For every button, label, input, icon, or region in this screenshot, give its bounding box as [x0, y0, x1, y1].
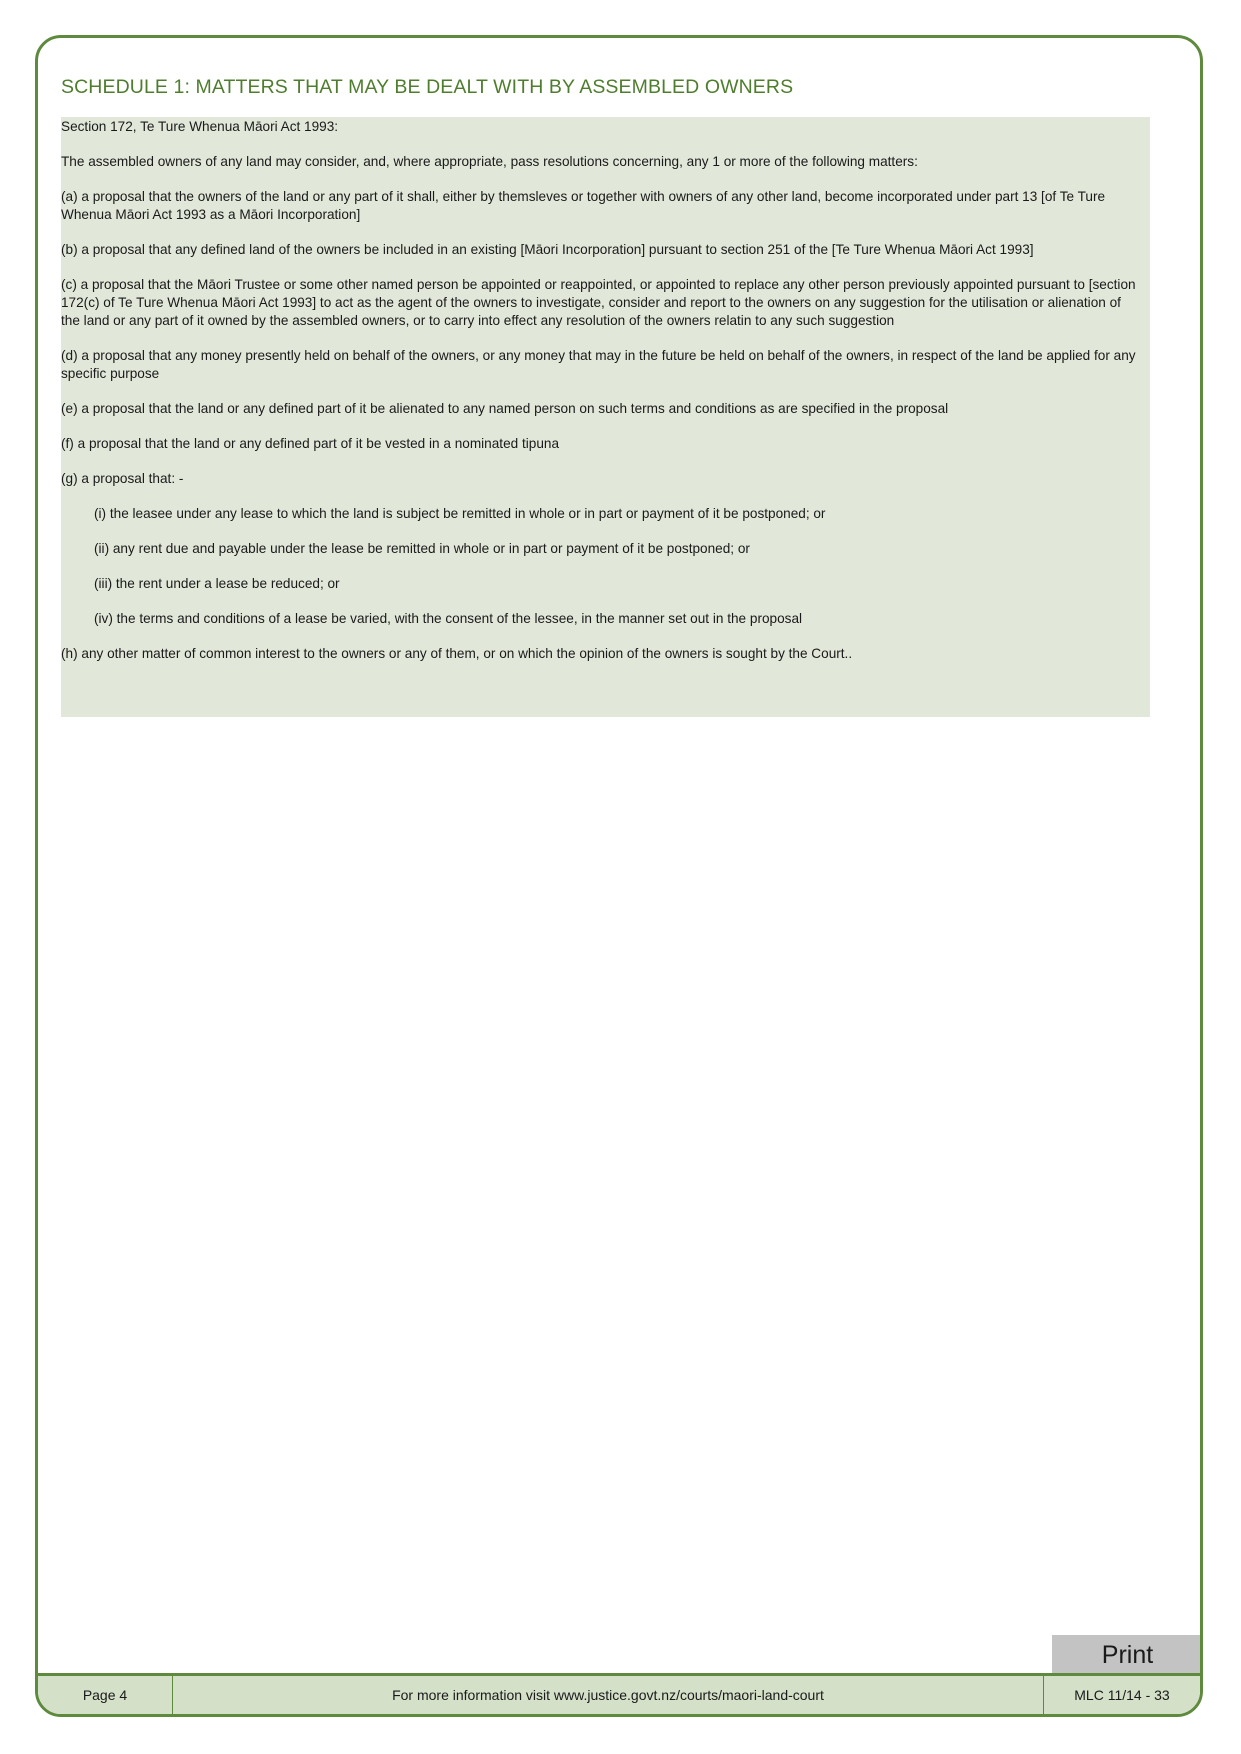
- item-b: (b) a proposal that any defined land of the owners be included in an existing [Māori Incorporation] pursuant to section 251 of the [Te Ture Whenua Māori Act 1993]: [61, 242, 1034, 257]
- footer-info-text: For more information visit www.justice.govt.nz/courts/maori-land-court: [173, 1676, 1044, 1714]
- intro-paragraph: The assembled owners of any land may consider, and, where appropriate, pass resolutions concerning, any 1 or more of the following matters:: [61, 154, 918, 169]
- page-frame: [35, 35, 1203, 1717]
- item-f: (f) a proposal that the land or any defined part of it be vested in a nominated tipuna: [61, 436, 560, 451]
- item-e: (e) a proposal that the land or any defined part of it be alienated to any named person on such terms and conditions as are specified in the proposal: [61, 401, 949, 416]
- schedule-content: [61, 117, 1150, 717]
- item-g-ii: (ii) any rent due and payable under the lease be remitted in whole or in part or payment of it be postponed; or: [94, 541, 750, 556]
- section-reference: Section 172, Te Ture Whenua Māori Act 1993:: [61, 119, 339, 134]
- page-title: SCHEDULE 1: MATTERS THAT MAY BE DEALT WITH BY ASSEMBLED OWNERS: [61, 76, 794, 98]
- item-a: (a) a proposal that the owners of the land or any part of it shall, either by themsleves or together with owners of any other land, become incorporated under part 13 [of Te Ture Whenua Māori Act 1993 as a Māori Incorporation]: [61, 189, 1106, 222]
- print-button[interactable]: Print: [1052, 1635, 1203, 1676]
- footer-page-number: Page 4: [38, 1676, 173, 1714]
- item-g-i: (i) the leasee under any lease to which the land is subject be remitted in whole or in part or payment of it be postponed; or: [94, 506, 826, 521]
- item-g-iv: (iv) the terms and conditions of a lease be varied, with the consent of the lessee, in the manner set out in the proposal: [94, 611, 803, 626]
- item-c: (c) a proposal that the Māori Trustee or some other named person be appointed or reappointed, or appointed to replace any other person previously appointed pursuant to [section 172(c) of Te Ture Whenua Māori Act 1993] to act as the agent of the owners to investigate, consider and report to the owners on any suggestion for the utilisation or alienation of the land or any part of it owned by the assembled owners, or to carry into effect any resolution of the owners relatin to any such suggestion: [61, 277, 1136, 328]
- item-h: (h) any other matter of common interest to the owners or any of them, or on which the opinion of the owners is sought by the Court..: [61, 646, 853, 661]
- footer-form-code: MLC 11/14 - 33: [1074, 1687, 1170, 1703]
- item-g: (g) a proposal that: -: [61, 471, 184, 486]
- item-g-iii: (iii) the rent under a lease be reduced; or: [94, 576, 340, 591]
- page-footer: [38, 1673, 1200, 1714]
- item-d: (d) a proposal that any money presently held on behalf of the owners, or any money that may in the future be held on behalf of the owners, in respect of the land be applied for any specific purpose: [61, 348, 1136, 381]
